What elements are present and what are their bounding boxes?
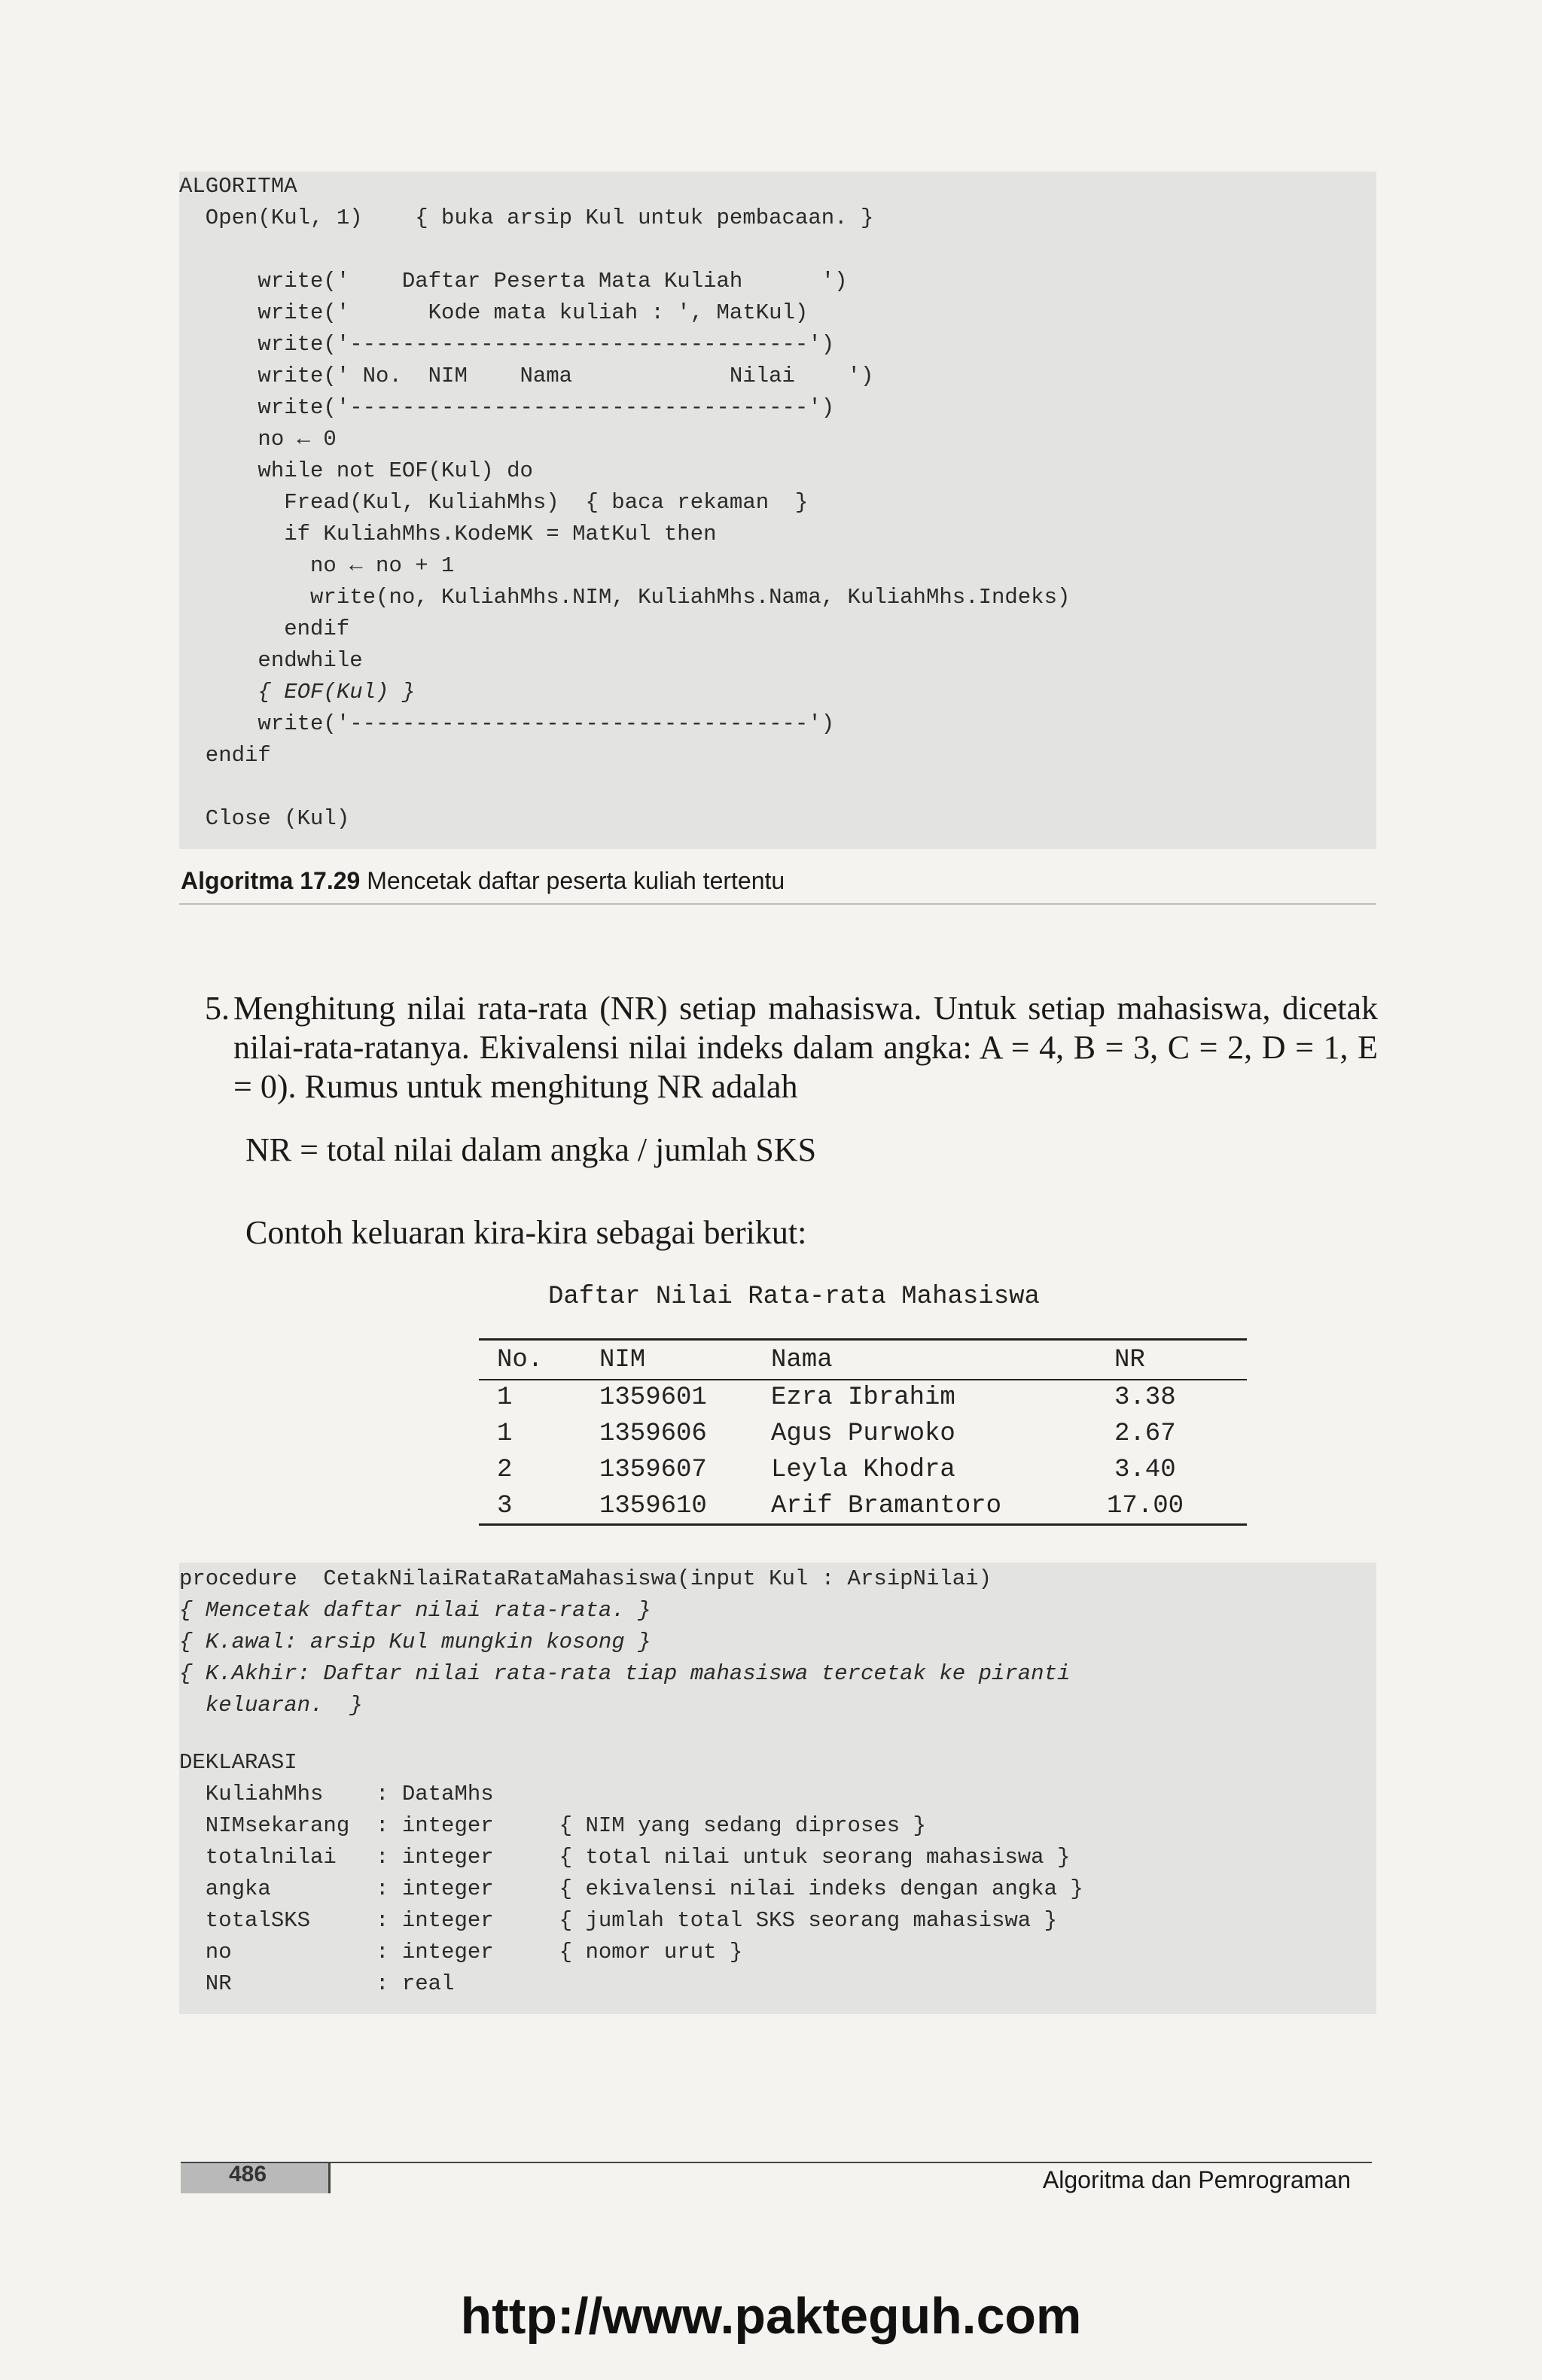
table-header-nama: Nama: [771, 1346, 833, 1374]
table-header-no: No.: [497, 1346, 544, 1374]
code-line: ALGORITMA: [179, 174, 297, 199]
table-cell: 1359607: [599, 1456, 707, 1484]
table-cell: 2.67: [1114, 1420, 1176, 1448]
code-line: { Mencetak daftar nilai rata-rata. }: [179, 1598, 651, 1623]
code-line: totalSKS : integer { jumlah total SKS seorang mahasiswa }: [179, 1908, 1057, 1933]
code-line: KuliahMhs : DataMhs: [179, 1782, 494, 1806]
table-cell: Leyla Khodra: [771, 1456, 955, 1484]
algorithm-code-block: [179, 172, 1376, 849]
code-line: keluaran. }: [179, 1693, 363, 1718]
code-line: write(no, KuliahMhs.NIM, KuliahMhs.Nama, KuliahMhs.Indeks): [179, 585, 1071, 610]
code-line: if KuliahMhs.KodeMK = MatKul then: [179, 522, 717, 546]
code-line: Open(Kul, 1) { buka arsip Kul untuk pembacaan. }: [179, 205, 874, 230]
code-line: endif: [179, 616, 350, 641]
code-line: no : integer { nomor urut }: [179, 1940, 743, 1965]
code-line: write('-----------------------------------'): [179, 711, 835, 736]
table-cell: Arif Bramantoro: [771, 1492, 1002, 1520]
code-line: procedure CetakNilaiRataRataMahasiswa(input Kul : ArsipNilai): [179, 1566, 992, 1591]
running-footer-title: Algoritma dan Pemrograman: [1042, 2166, 1351, 2193]
code-line: { K.Akhir: Daftar nilai rata-rata tiap mahasiswa tercetak ke piranti: [179, 1661, 1071, 1686]
caption-text: Mencetak daftar peserta kuliah tertentu: [367, 867, 785, 894]
code-line: { K.awal: arsip Kul mungkin kosong }: [179, 1630, 651, 1654]
table-title: Daftar Nilai Rata-rata Mahasiswa: [548, 1283, 1040, 1311]
table-cell: 17.00: [1107, 1492, 1184, 1520]
table-cell: 1359606: [599, 1420, 707, 1448]
footer-tick: [328, 2163, 331, 2193]
figure-caption: [181, 867, 785, 895]
formula: NR = total nilai dalam angka / jumlah SKS: [245, 1131, 817, 1168]
code-line: endif: [179, 743, 271, 768]
table-cell: Agus Purwoko: [771, 1420, 955, 1448]
table-cell: 3.38: [1114, 1383, 1176, 1412]
code-line: NIMsekarang : integer { NIM yang sedang diproses }: [179, 1813, 926, 1838]
code-line: while not EOF(Kul) do: [179, 458, 533, 483]
code-line: no ← 0: [179, 427, 337, 452]
code-line: { EOF(Kul) }: [179, 680, 416, 705]
table-cell: 1359610: [599, 1492, 707, 1520]
code-line: DEKLARASI: [179, 1750, 297, 1775]
code-line: totalnilai : integer { total nilai untuk seorang mahasiswa }: [179, 1845, 1071, 1870]
code-line: no ← no + 1: [179, 553, 455, 578]
table-cell: 1359601: [599, 1383, 707, 1412]
code-line: Close (Kul): [179, 806, 350, 831]
table-cell: 2: [497, 1456, 513, 1484]
example-intro: Contoh keluaran kira-kira sebagai berikut:: [245, 1214, 807, 1251]
table-bottom-rule: [479, 1523, 1247, 1526]
table-cell: 3.40: [1114, 1456, 1176, 1484]
footer-rule: [181, 2162, 1372, 2163]
code-line: write(' Daftar Peserta Mata Kuliah '): [179, 269, 848, 294]
caption-divider: [179, 903, 1376, 905]
watermark-url: http://www.pakteguh.com: [460, 2287, 1082, 2345]
code-line: write('-----------------------------------'): [179, 332, 835, 357]
code-line: write(' Kode mata kuliah : ', MatKul): [179, 300, 809, 325]
table-cell: 1: [497, 1420, 513, 1448]
code-line: NR : real: [179, 1971, 455, 1996]
table-cell: 3: [497, 1492, 513, 1520]
table-cell: Ezra Ibrahim: [771, 1383, 955, 1412]
body-paragraph: Menghitung nilai rata-rata (NR) setiap mahasiswa. Untuk setiap mahasiswa, dicetak nilai-rata-ratanya. Ekivalensi nilai indeks dalam angka: A = 4, B = 3, C = 2, D = 1, E = 0). Rumus untuk menghitung NR adalah: [233, 990, 1378, 1105]
caption-label: Algoritma 17.29: [181, 867, 361, 894]
procedure-code-block: [179, 1563, 1376, 2014]
table-header-nr: NR: [1114, 1346, 1145, 1374]
code-line: Fread(Kul, KuliahMhs) { baca rekaman }: [179, 490, 809, 515]
list-number: 5.: [205, 990, 230, 1027]
table-top-rule: [479, 1338, 1247, 1341]
table-cell: 1: [497, 1383, 513, 1412]
page-number: 486: [229, 2162, 267, 2187]
table-header-nim: NIM: [599, 1346, 646, 1374]
table-header-rule: [479, 1379, 1247, 1380]
code-line: write(' No. NIM Nama Nilai '): [179, 364, 874, 388]
code-line: endwhile: [179, 648, 363, 673]
code-line: angka : integer { ekivalensi nilai indeks dengan angka }: [179, 1876, 1083, 1901]
code-line: write('-----------------------------------'): [179, 395, 835, 420]
